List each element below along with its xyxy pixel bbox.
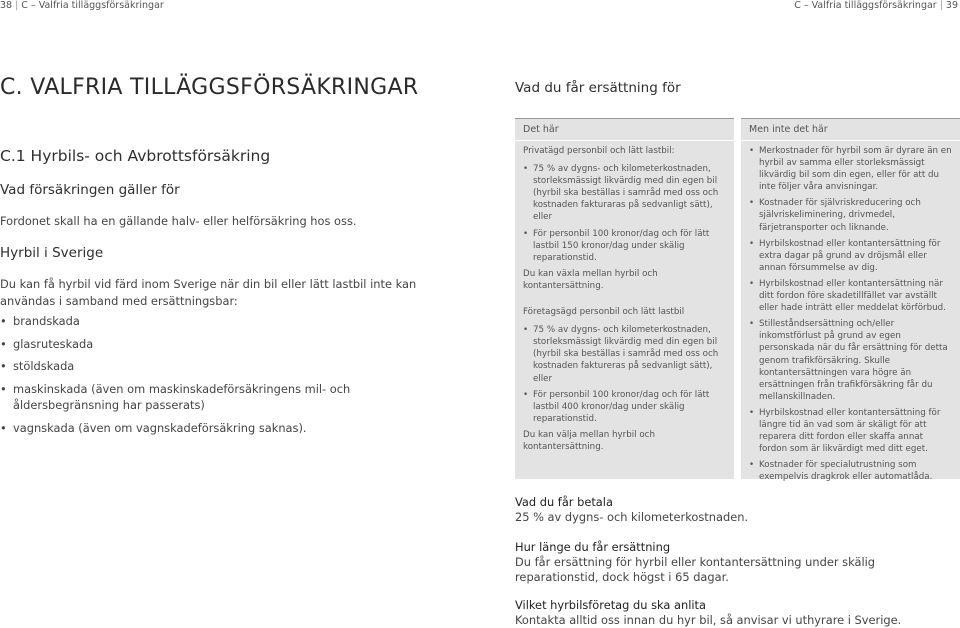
covered-private-note: Du kan växla mellan hyrbil och kontantersättning. xyxy=(523,268,658,291)
left-page-number: 38 xyxy=(0,0,13,11)
left-page-header: 38 | C – Valfria tilläggsförsäkringar xyxy=(0,0,164,11)
list-item: • brandskada xyxy=(0,313,420,330)
duration-heading: Hur länge du får ersättning xyxy=(515,540,671,554)
right-page-header: C – Valfria tilläggsförsäkringar | 39 xyxy=(794,0,958,11)
chapter-title: C. VALFRIA TILLÄGGSFÖRSÄKRINGAR xyxy=(0,75,419,100)
excluded-column xyxy=(741,118,960,483)
applies-text: Fordonet skall ha en gällande halv- eller helförsäkring hos oss. xyxy=(0,214,357,228)
applies-heading: Vad försäkringen gäller för xyxy=(0,182,180,198)
list-item: • För personbil 100 kronor/dag och för lätt lastbil 400 kronor/dag under skälig reparationstid. xyxy=(523,389,726,425)
covered-column-head: Det här xyxy=(515,119,734,141)
duration-text: Du får ersättning för hyrbil eller kontantersättning under skälig reparationstid, dock högst i 65 dagar. xyxy=(515,555,876,584)
coverage-title: Vad du får ersättning för xyxy=(515,80,681,96)
list-item: • Kostnader för specialutrustning som exempelvis dragkrok eller automatlåda. xyxy=(749,459,952,483)
rental-heading: Hyrbil i Sverige xyxy=(0,245,104,261)
list-item: • vagnskada (även om vagnskadeförsäkring saknas). xyxy=(0,420,420,437)
damage-list xyxy=(0,313,420,442)
list-item: • Hyrbilskostnad eller kontantersättning för extra dagar på grund av dröjsmål eller annan försummelse av dig. xyxy=(749,238,952,274)
list-item: • För personbil 100 kronor/dag och för lätt lastbil 150 kronor/dag under skälig reparationstid. xyxy=(523,228,726,264)
company-heading: Vilket hyrbilsföretag du ska anlita xyxy=(515,598,706,612)
pay-heading: Vad du får betala xyxy=(515,495,613,509)
company-text: Kontakta alltid oss innan du hyr bil, så anvisar vi uthyrare i Sverige. xyxy=(515,613,902,627)
company-section xyxy=(515,598,955,628)
section-heading: C.1 Hyrbils- och Avbrottsförsäkring xyxy=(0,147,271,165)
list-item: • maskinskada (även om maskinskadeförsäkringens mil- och åldersbegränsning har passerats) xyxy=(0,381,420,414)
covered-company-intro: Företagsägd personbil och lätt lastbil xyxy=(523,307,685,318)
duration-section xyxy=(515,540,955,585)
list-item: • Kostnader för självriskreducering och självriskeliminering, drivmedel, färjetransporter och liknande. xyxy=(749,197,952,233)
pay-text: 25 % av dygns- och kilometerkostnaden. xyxy=(515,510,749,524)
list-item: • 75 % av dygns- och kilometerkostnaden, storleksmässigt likvärdig med din egen bil (hyrbil ska beställas i samråd med oss och kostnaden faktureras på sedvanligt sätt), eller xyxy=(523,324,726,384)
covered-private-list xyxy=(523,163,726,264)
covered-column xyxy=(515,118,734,479)
excluded-list xyxy=(749,145,952,483)
covered-company-list xyxy=(523,324,726,425)
covered-private-intro: Privatägd personbil och lätt lastbil: xyxy=(523,146,675,156)
list-item: • Hyrbilskostnad eller kontantersättning när ditt fordon före skadetillfället var avställt eller hade inträtt eller meddelat körförbud. xyxy=(749,278,952,314)
right-page-number: 39 xyxy=(945,0,958,11)
pay-section xyxy=(515,495,955,525)
covered-company-note: Du kan välja mellan hyrbil och kontantersättning. xyxy=(523,429,655,452)
list-item: • Stilleståndsersättning och/eller inkomstförlust på grund av egen personskada när du får ersättning för detta genom trafikförsäkring. Skulle kontantersättningen vara högre än ersättningen från trafikförsäkring får du mellanskillnaden. xyxy=(749,318,952,403)
list-item: • stöldskada xyxy=(0,358,420,375)
list-item: • 75 % av dygns- och kilometerkostnaden, storleksmässigt likvärdig med din egen bil (hyrbil ska beställas i samråd med oss och kostnaden fakturaras på sedvanligt sätt), eller xyxy=(523,163,726,223)
list-item: • glasruteskada xyxy=(0,336,420,353)
left-running-title: C – Valfria tilläggsförsäkringar xyxy=(21,0,164,11)
excluded-column-head: Men inte det här xyxy=(741,119,960,141)
rental-text: Du kan få hyrbil vid färd inom Sverige när din bil eller lätt lastbil inte kan användas i samband med ersättningsbar: xyxy=(0,277,417,308)
list-item: • Hyrbilskostnad eller kontantersättning för längre tid än vad som är skäligt för att reparera ditt fordon eller skaffa annat fordon som är likvärdigt med ditt eget. xyxy=(749,407,952,455)
right-running-title: C – Valfria tilläggsförsäkringar xyxy=(794,0,937,11)
list-item: • Merkostnader för hyrbil som är dyrare än en hyrbil av samma eller storleksmässigt likvärdig bil som din egen, eller för att du inte följer våra anvisningar. xyxy=(749,145,952,193)
